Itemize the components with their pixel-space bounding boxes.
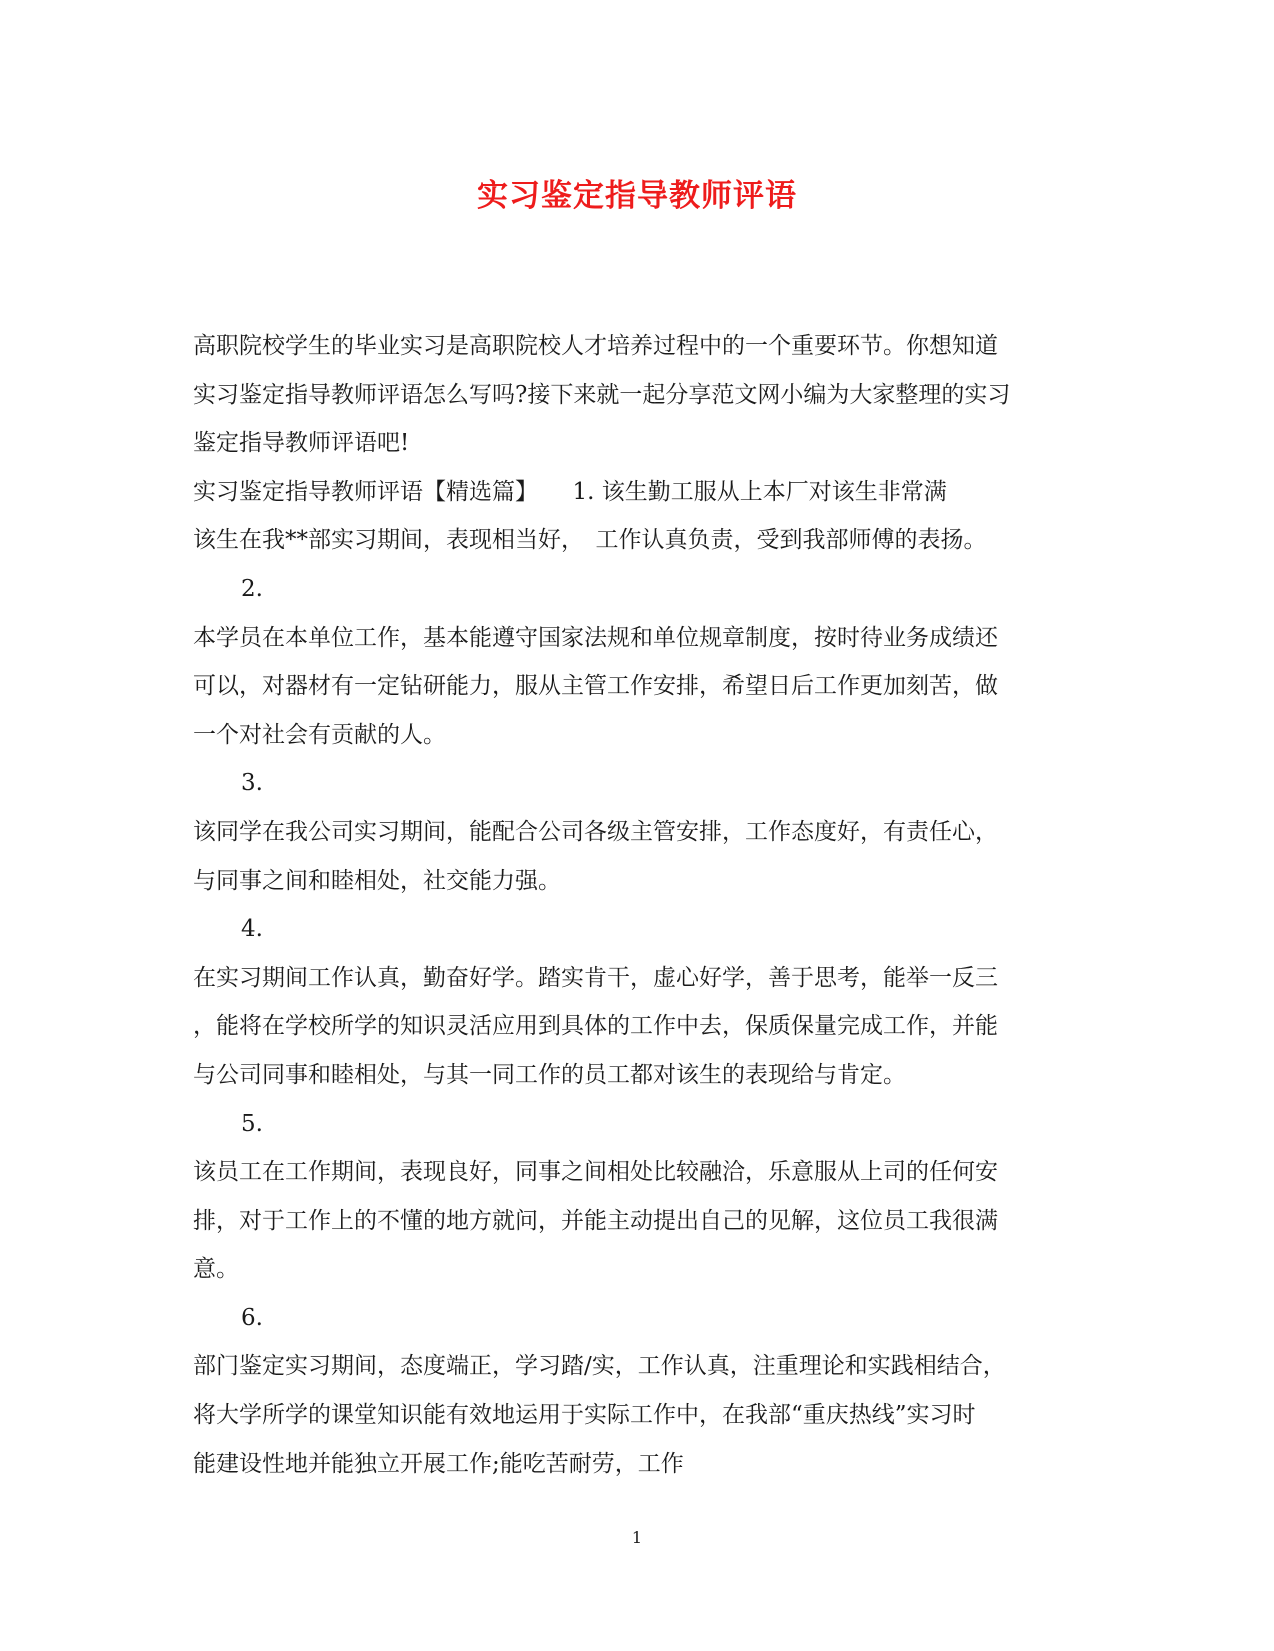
document-title: 实习鉴定指导教师评语 xyxy=(477,178,797,214)
page-number: 1 xyxy=(631,1528,643,1547)
paragraph-line: 能建设性地并能独立开展工作;能吃苦耐劳，工作 xyxy=(193,1450,684,1477)
paragraph-line: 可以，对器材有一定钻研能力，服从主管工作安排，希望日后工作更加刻苦，做 xyxy=(193,673,998,700)
item-number: 5. xyxy=(241,1110,263,1137)
paragraph-line: 实习鉴定指导教师评语怎么写吗?接下来就一起分享范文网小编为大家整理的实习 xyxy=(193,381,1011,408)
paragraph-line: 与公司同事和睦相处，与其一同工作的员工都对该生的表现给与肯定。 xyxy=(193,1061,906,1088)
section-heading-line: 实习鉴定指导教师评语【精选篇】 1. 该生勤工服从上本厂对该生非常满 xyxy=(193,478,947,505)
paragraph-line: 该生在我**部实习期间，表现相当好， 工作认真负责，受到我部师傅的表扬。 xyxy=(193,527,987,554)
paragraph-line: 鉴定指导教师评语吧! xyxy=(193,430,410,457)
document-body xyxy=(193,322,1093,1488)
paragraph-line: 将大学所学的课堂知识能有效地运用于实际工作中，在我部“重庆热线”实习时 xyxy=(193,1402,976,1429)
item-number: 2. xyxy=(241,575,263,602)
paragraph-line: 一个对社会有贡献的人。 xyxy=(193,721,446,748)
paragraph-line: 该员工在工作期间，表现良好，同事之间相处比较融洽，乐意服从上司的任何安 xyxy=(193,1159,998,1186)
item-number: 3. xyxy=(241,770,263,797)
paragraph-line: 本学员在本单位工作，基本能遵守国家法规和单位规章制度，按时待业务成绩还 xyxy=(193,624,998,651)
paragraph-line: 意。 xyxy=(193,1256,239,1283)
paragraph-line: 高职院校学生的毕业实习是高职院校人才培养过程中的一个重要环节。你想知道 xyxy=(193,333,998,359)
paragraph-line: 与同事之间和睦相处，社交能力强。 xyxy=(193,867,561,894)
paragraph-line: 部门鉴定实习期间，态度端正，学习踏/实，工作认真，注重理论和实践相结合， xyxy=(193,1353,1006,1380)
paragraph-line: ，能将在学校所学的知识灵活应用到具体的工作中去，保质保量完成工作，并能 xyxy=(193,1013,998,1040)
paragraph-line: 在实习期间工作认真，勤奋好学。踏实肯干，虚心好学，善于思考，能举一反三 xyxy=(193,964,998,991)
paragraph-line: 排，对于工作上的不懂的地方就问，并能主动提出自己的见解，这位员工我很满 xyxy=(193,1207,998,1234)
paragraph-line: 该同学在我公司实习期间，能配合公司各级主管安排，工作态度好，有责任心， xyxy=(193,818,998,845)
item-number: 4. xyxy=(241,916,263,943)
item-number: 6. xyxy=(241,1304,263,1331)
